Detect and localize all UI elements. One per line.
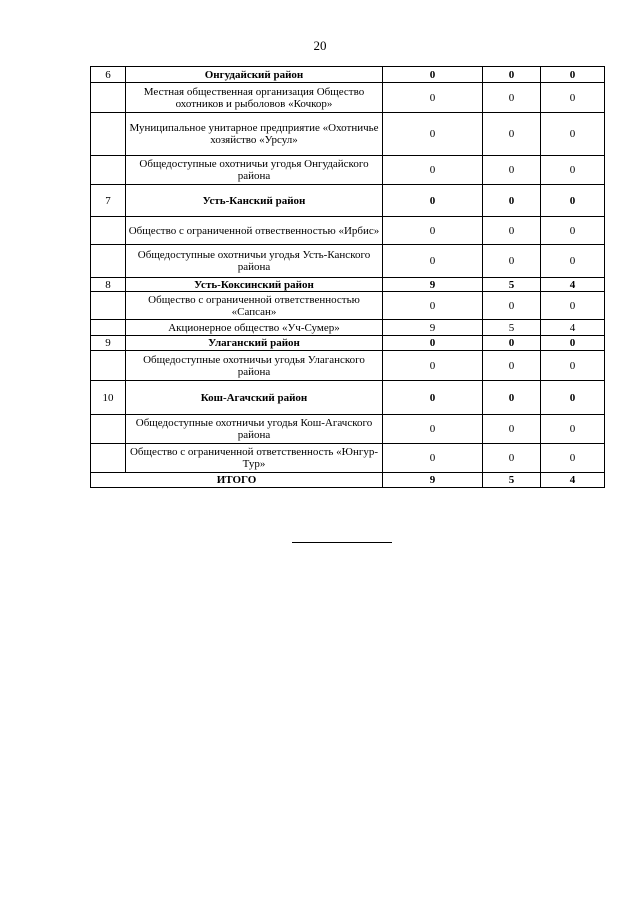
row-number xyxy=(91,292,126,320)
organization-name: Общество с ограниченной ответственность «Юнгур-Тур» xyxy=(126,444,383,473)
row-number xyxy=(91,245,126,278)
table-row xyxy=(91,217,605,245)
separator-line xyxy=(292,542,392,543)
value-cell: 4 xyxy=(541,278,605,292)
row-number: 6 xyxy=(91,67,126,83)
organization-name: Общество с ограниченной ответственностью «Сапсан» xyxy=(126,292,383,320)
value-cell: 0 xyxy=(541,381,605,415)
row-number xyxy=(91,156,126,185)
row-number: 7 xyxy=(91,185,126,217)
organization-name: Общедоступные охотничьи угодья Кош-Агачского района xyxy=(126,415,383,444)
table-row xyxy=(91,292,605,320)
value-cell: 0 xyxy=(483,245,541,278)
value-cell: 0 xyxy=(483,67,541,83)
value-cell: 0 xyxy=(541,185,605,217)
value-cell: 0 xyxy=(483,381,541,415)
district-name: Усть-Канский район xyxy=(126,185,383,217)
table-row xyxy=(91,156,605,185)
total-label: ИТОГО xyxy=(91,473,383,488)
district-name: Кош-Агачский район xyxy=(126,381,383,415)
value-cell: 0 xyxy=(483,185,541,217)
value-cell: 0 xyxy=(541,415,605,444)
total-value: 4 xyxy=(541,473,605,488)
row-number: 8 xyxy=(91,278,126,292)
value-cell: 0 xyxy=(383,217,483,245)
row-number xyxy=(91,217,126,245)
value-cell: 0 xyxy=(541,83,605,113)
value-cell: 0 xyxy=(541,351,605,381)
row-number xyxy=(91,320,126,336)
organization-name: Местная общественная организация Общество охотников и рыболовов «Кочкор» xyxy=(126,83,383,113)
value-cell: 0 xyxy=(383,245,483,278)
table-row xyxy=(91,444,605,473)
organization-name: Общедоступные охотничьи угодья Усть-Канского района xyxy=(126,245,383,278)
table-row-district xyxy=(91,336,605,351)
district-name: Усть-Коксинский район xyxy=(126,278,383,292)
value-cell: 0 xyxy=(383,292,483,320)
value-cell: 0 xyxy=(541,156,605,185)
value-cell: 0 xyxy=(541,113,605,156)
value-cell: 0 xyxy=(483,156,541,185)
value-cell: 0 xyxy=(541,217,605,245)
table-row-district xyxy=(91,278,605,292)
value-cell: 0 xyxy=(541,336,605,351)
value-cell: 0 xyxy=(541,67,605,83)
hunting-areas-table xyxy=(90,66,605,488)
value-cell: 0 xyxy=(383,351,483,381)
value-cell: 5 xyxy=(483,278,541,292)
organization-name: Общедоступные охотничьи угодья Улаганского района xyxy=(126,351,383,381)
total-value: 9 xyxy=(383,473,483,488)
organization-name: Акционерное общество «Уч-Сумер» xyxy=(126,320,383,336)
value-cell: 0 xyxy=(541,444,605,473)
row-number xyxy=(91,351,126,381)
page-number: 20 xyxy=(313,38,327,53)
value-cell: 0 xyxy=(383,67,483,83)
table-row xyxy=(91,113,605,156)
value-cell: 4 xyxy=(541,320,605,336)
value-cell: 0 xyxy=(483,292,541,320)
value-cell: 0 xyxy=(483,351,541,381)
district-name: Улаганский район xyxy=(126,336,383,351)
table-row xyxy=(91,245,605,278)
district-name: Онгудайский район xyxy=(126,67,383,83)
value-cell: 0 xyxy=(383,444,483,473)
organization-name: Общедоступные охотничьи угодья Онгудайского района xyxy=(126,156,383,185)
value-cell: 0 xyxy=(483,113,541,156)
value-cell: 0 xyxy=(483,217,541,245)
row-number xyxy=(91,113,126,156)
row-number xyxy=(91,415,126,444)
value-cell: 0 xyxy=(541,292,605,320)
row-number xyxy=(91,444,126,473)
table-row-district xyxy=(91,67,605,83)
value-cell: 0 xyxy=(383,185,483,217)
table-row xyxy=(91,415,605,444)
value-cell: 0 xyxy=(483,415,541,444)
organization-name: Муниципальное унитарное предприятие «Охотничье хозяйство «Урсул» xyxy=(126,113,383,156)
value-cell: 0 xyxy=(383,83,483,113)
value-cell: 5 xyxy=(483,320,541,336)
table-row-total xyxy=(91,473,605,488)
value-cell: 0 xyxy=(383,415,483,444)
value-cell: 0 xyxy=(383,336,483,351)
value-cell: 0 xyxy=(483,444,541,473)
table-row xyxy=(91,351,605,381)
value-cell: 0 xyxy=(383,113,483,156)
table-row xyxy=(91,320,605,336)
table-row xyxy=(91,83,605,113)
table-row-district xyxy=(91,381,605,415)
table-row-district xyxy=(91,185,605,217)
organization-name: Общество с ограниченной отвественностью «Ирбис» xyxy=(126,217,383,245)
value-cell: 9 xyxy=(383,278,483,292)
value-cell: 0 xyxy=(383,381,483,415)
value-cell: 9 xyxy=(383,320,483,336)
row-number: 10 xyxy=(91,381,126,415)
value-cell: 0 xyxy=(541,245,605,278)
total-value: 5 xyxy=(483,473,541,488)
row-number xyxy=(91,83,126,113)
row-number: 9 xyxy=(91,336,126,351)
value-cell: 0 xyxy=(483,336,541,351)
value-cell: 0 xyxy=(483,83,541,113)
value-cell: 0 xyxy=(383,156,483,185)
